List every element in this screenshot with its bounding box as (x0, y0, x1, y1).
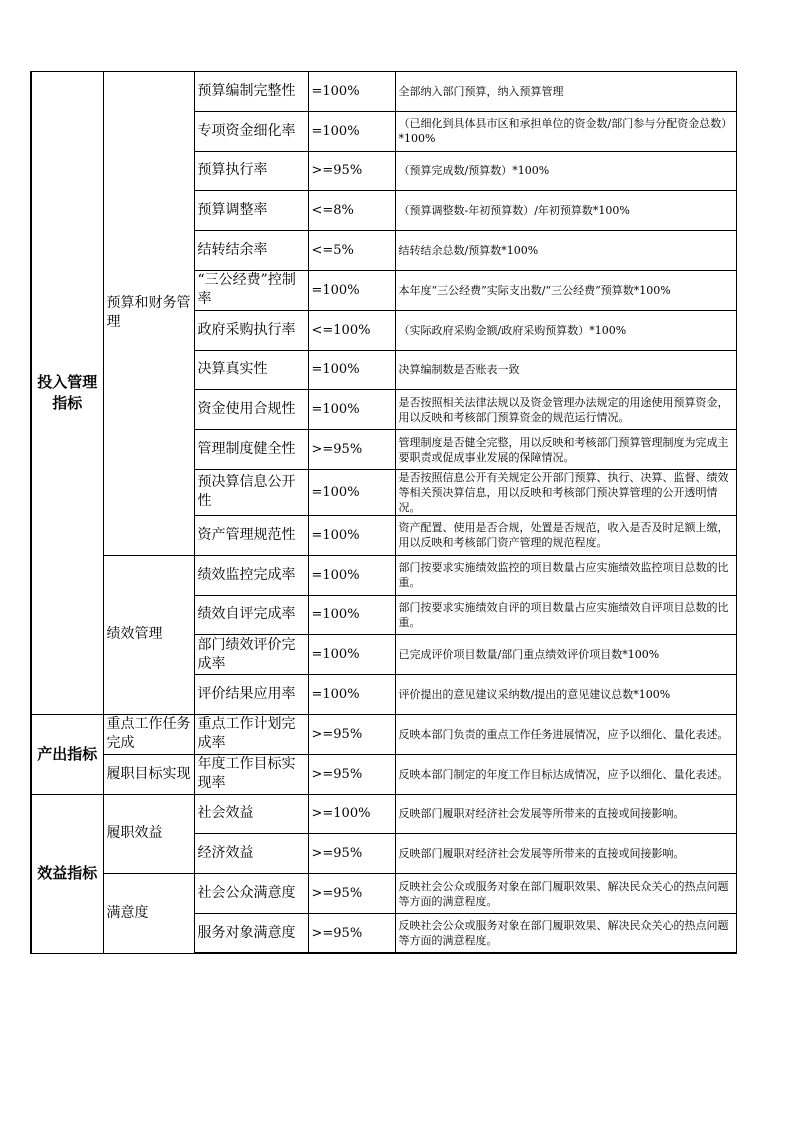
indicator-description: 资产配置、使用是否合规，处置是否规范，收入是否及时足额上缴，用以反映和考核部门资产管理的规范程度。 (395, 515, 736, 555)
group-label: 预算和财务管理 (103, 72, 194, 556)
indicator-description: 反映本部门制定的年度工作目标达成情况，应予以细化、量化表述。 (395, 754, 736, 794)
indicator-name: 绩效自评完成率 (194, 595, 308, 635)
indicator-table-body (31, 72, 736, 954)
target-value: >=95% (308, 913, 395, 953)
section-label: 产出指标 (31, 714, 103, 794)
group-label: 履职效益 (103, 794, 194, 874)
indicator-name: 管理制度健全性 (194, 430, 308, 470)
indicator-name: 资产管理规范性 (194, 515, 308, 555)
target-value: =100% (308, 390, 395, 430)
indicator-name: 部门绩效评价完成率 (194, 635, 308, 675)
indicator-description: 决算编制数是否账表一致 (395, 350, 736, 390)
indicator-description: 评价提出的意见建议采纳数/提出的意见建议总数*100% (395, 675, 736, 715)
indicator-name: 预算执行率 (194, 151, 308, 191)
target-value: >=95% (308, 754, 395, 794)
indicator-description: 是否按照信息公开有关规定公开部门预算、执行、决算、监督、绩效等相关预决算信息，用以反映和考核部门预决算管理的公开透明情况。 (395, 469, 736, 515)
target-value: =100% (308, 595, 395, 635)
indicator-name: 决算真实性 (194, 350, 308, 390)
indicator-name: 服务对象满意度 (194, 913, 308, 953)
indicator-description: 部门按要求实施绩效自评的项目数量占应实施绩效自评项目总数的比重。 (395, 595, 736, 635)
table-row (31, 794, 736, 834)
target-value: =100% (308, 469, 395, 515)
indicator-name: 年度工作目标实现率 (194, 754, 308, 794)
indicator-name: 政府采购执行率 (194, 310, 308, 350)
target-value: =100% (308, 635, 395, 675)
target-value: =100% (308, 675, 395, 715)
indicator-description: （已细化到具体县市区和承担单位的资金数/部门参与分配资金总数）*100% (395, 111, 736, 151)
section-label: 投入管理指标 (31, 72, 103, 715)
target-value: =100% (308, 270, 395, 310)
indicator-description: （预算完成数/预算数）*100% (395, 151, 736, 191)
indicator-description: 反映部门履职对经济社会发展等所带来的直接或间接影响。 (395, 834, 736, 874)
group-label: 重点工作任务完成 (103, 714, 194, 754)
indicator-name: 预决算信息公开性 (194, 469, 308, 515)
indicator-description: 结转结余总数/预算数*100% (395, 231, 736, 271)
indicator-name: “三公经费”控制率 (194, 270, 308, 310)
group-label: 绩效管理 (103, 555, 194, 714)
target-value: >=95% (308, 714, 395, 754)
table-row (31, 714, 736, 754)
indicator-name: 评价结果应用率 (194, 675, 308, 715)
indicator-table (30, 71, 737, 954)
target-value: =100% (308, 350, 395, 390)
target-value: =100% (308, 72, 395, 112)
indicator-description: 本年度“三公经费”实际支出数/“三公经费”预算数*100% (395, 270, 736, 310)
indicator-description: 反映部门履职对经济社会发展等所带来的直接或间接影响。 (395, 794, 736, 834)
indicator-description: 已完成评价项目数量/部门重点绩效评价项目数*100% (395, 635, 736, 675)
table-row (31, 754, 736, 794)
section-label: 效益指标 (31, 794, 103, 953)
indicator-description: 反映社会公众或服务对象在部门履职效果、解决民众关心的热点问题等方面的满意程度。 (395, 874, 736, 914)
table-row (31, 874, 736, 914)
indicator-description: （实际政府采购金额/政府采购预算数）*100% (395, 310, 736, 350)
table-row (31, 555, 736, 595)
indicator-name: 绩效监控完成率 (194, 555, 308, 595)
indicator-description: 全部纳入部门预算，纳入预算管理 (395, 72, 736, 112)
group-label: 满意度 (103, 874, 194, 954)
target-value: =100% (308, 111, 395, 151)
indicator-description: 是否按照相关法律法规以及资金管理办法规定的用途使用预算资金，用以反映和考核部门预算资金的规范运行情况。 (395, 390, 736, 430)
indicator-description: （预算调整数-年初预算数）/年初预算数*100% (395, 191, 736, 231)
target-value: >=95% (308, 874, 395, 914)
table-row (31, 72, 736, 112)
indicator-description: 部门按要求实施绩效监控的项目数量占应实施绩效监控项目总数的比重。 (395, 555, 736, 595)
target-value: <=8% (308, 191, 395, 231)
group-label: 履职目标实现 (103, 754, 194, 794)
indicator-name: 经济效益 (194, 834, 308, 874)
indicator-name: 专项资金细化率 (194, 111, 308, 151)
indicator-description: 管理制度是否健全完整，用以反映和考核部门预算管理制度为完成主要职责或促成事业发展的保障情况。 (395, 430, 736, 470)
target-value: <=5% (308, 231, 395, 271)
target-value: =100% (308, 515, 395, 555)
target-value: =100% (308, 555, 395, 595)
indicator-name: 重点工作计划完成率 (194, 714, 308, 754)
indicator-name: 预算编制完整性 (194, 72, 308, 112)
indicator-name: 结转结余率 (194, 231, 308, 271)
target-value: >=100% (308, 794, 395, 834)
target-value: <=100% (308, 310, 395, 350)
indicator-name: 资金使用合规性 (194, 390, 308, 430)
indicator-description: 反映社会公众或服务对象在部门履职效果、解决民众关心的热点问题等方面的满意程度。 (395, 913, 736, 953)
indicator-name: 社会效益 (194, 794, 308, 834)
target-value: >=95% (308, 834, 395, 874)
target-value: >=95% (308, 151, 395, 191)
indicator-description: 反映本部门负责的重点工作任务进展情况，应予以细化、量化表述。 (395, 714, 736, 754)
indicator-name: 社会公众满意度 (194, 874, 308, 914)
indicator-name: 预算调整率 (194, 191, 308, 231)
target-value: >=95% (308, 430, 395, 470)
